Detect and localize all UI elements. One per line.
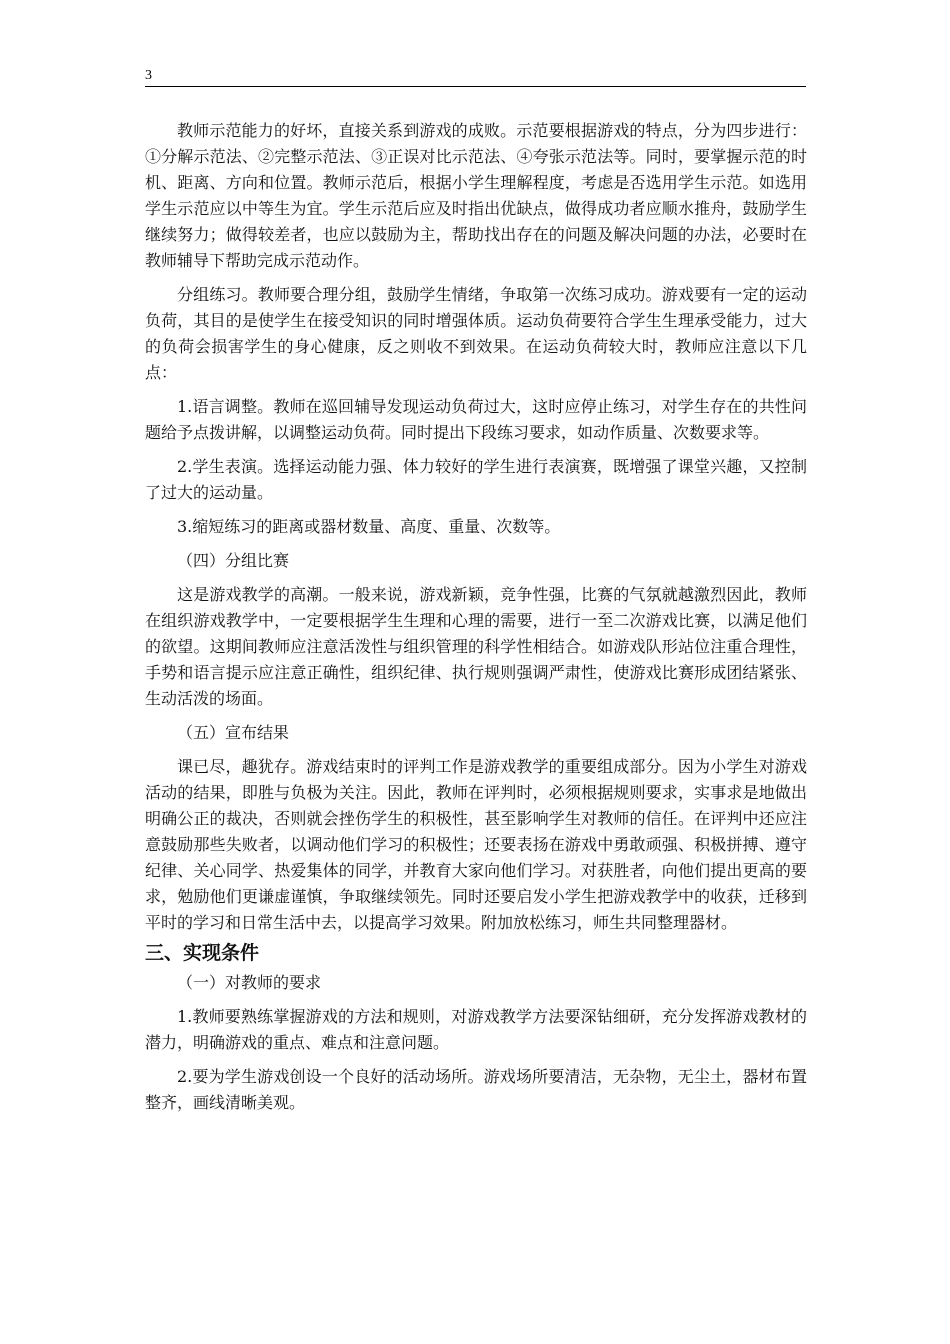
paragraph-language-adjustment: 1.语言调整。教师在巡回辅导发现运动负荷过大，这时应停止练习，对学生存在的共性问题给予点拨讲解，以调整运动负荷。同时提出下段练习要求，如动作质量、次数要求等。 <box>145 397 807 442</box>
document-body <box>145 118 807 1116</box>
page-number: 3 <box>145 68 152 83</box>
paragraph-results: 课已尽，趣犹存。游戏结束时的评判工作是游戏教学的重要组成部分。因为小学生对游戏活动的结果，即胜与负极为关注。因此，教师在评判时，必须根据规则要求，实事求是地做出明确公正的裁决，否则就会挫伤学生的积极性，甚至影响学生对教师的信任。在评判中还应注意鼓励那些失败者，以调动他们学习的积极性；还要表扬在游戏中勇敢顽强、积极拼搏、遵守纪律、关心同学、热爱集体的同学，并教育大家向他们学习。对获胜者，向他们提出更高的要求，勉励他们更谦虚谨慎，争取继续领先。同时还要启发小学生把游戏教学中的收获，迁移到平时的学习和日常生活中去，以提高学习效果。附加放松练习，师生共同整理器材。 <box>145 757 807 932</box>
subheading-group-competition: （四）分组比赛 <box>177 551 290 570</box>
paragraph-shorten-practice: 3.缩短练习的距离或器材数量、高度、重量、次数等。 <box>177 517 561 536</box>
paragraph-student-performance: 2.学生表演。选择运动能力强、体力较好的学生进行表演赛，既增强了课堂兴趣，又控制了过大的运动量。 <box>145 457 807 502</box>
subheading-announce-results: （五）宣布结果 <box>177 723 290 742</box>
paragraph-group-practice: 分组练习。教师要合理分组，鼓励学生情绪，争取第一次练习成功。游戏要有一定的运动负荷，其目的是使学生在接受知识的同时增强体质。运动负荷要符合学生生理承受能力，过大的负荷会损害学生的身心健康，反之则收不到效果。在运动负荷较大时，教师应注意以下几点： <box>145 285 807 382</box>
paragraph-venue: 2.要为学生游戏创设一个良好的活动场所。游戏场所要清洁，无杂物，无尘土，器材布置整齐，画线清晰美观。 <box>145 1067 807 1112</box>
section-heading-conditions: 三、实现条件 <box>145 942 260 964</box>
paragraph-competition: 这是游戏教学的高潮。一般来说，游戏新颖，竞争性强，比赛的气氛就越激烈因此，教师在组织游戏教学中，一定要根据学生生理和心理的需要，进行一至二次游戏比赛，以满足他们的欲望。这期间教师应注意活泼性与组织管理的科学性相结合。如游戏队形站位注重合理性，手势和语言提示应注意正确性，组织纪律、执行规则强调严肃性，使游戏比赛形成团结紧张、生动活泼的场面。 <box>145 585 807 708</box>
paragraph-teacher-mastery: 1.教师要熟练掌握游戏的方法和规则，对游戏教学方法要深钻细研，充分发挥游戏教材的潜力，明确游戏的重点、难点和注意问题。 <box>145 1007 807 1052</box>
header-rule <box>145 86 806 87</box>
paragraph-demonstration: 教师示范能力的好坏，直接关系到游戏的成败。示范要根据游戏的特点，分为四步进行：①分解示范法、②完整示范法、③正误对比示范法、④夸张示范法等。同时，要掌握示范的时机、距离、方向和位置。教师示范后，根据小学生理解程度，考虑是否选用学生示范。如选用学生示范应以中等生为宜。学生示范后应及时指出优缺点，做得成功者应顺水推舟，鼓励学生继续努力；做得较差者，也应以鼓励为主，帮助找出存在的问题及解决问题的办法，必要时在教师辅导下帮助完成示范动作。 <box>145 121 807 270</box>
subheading-teacher-requirements: （一）对教师的要求 <box>177 973 322 992</box>
